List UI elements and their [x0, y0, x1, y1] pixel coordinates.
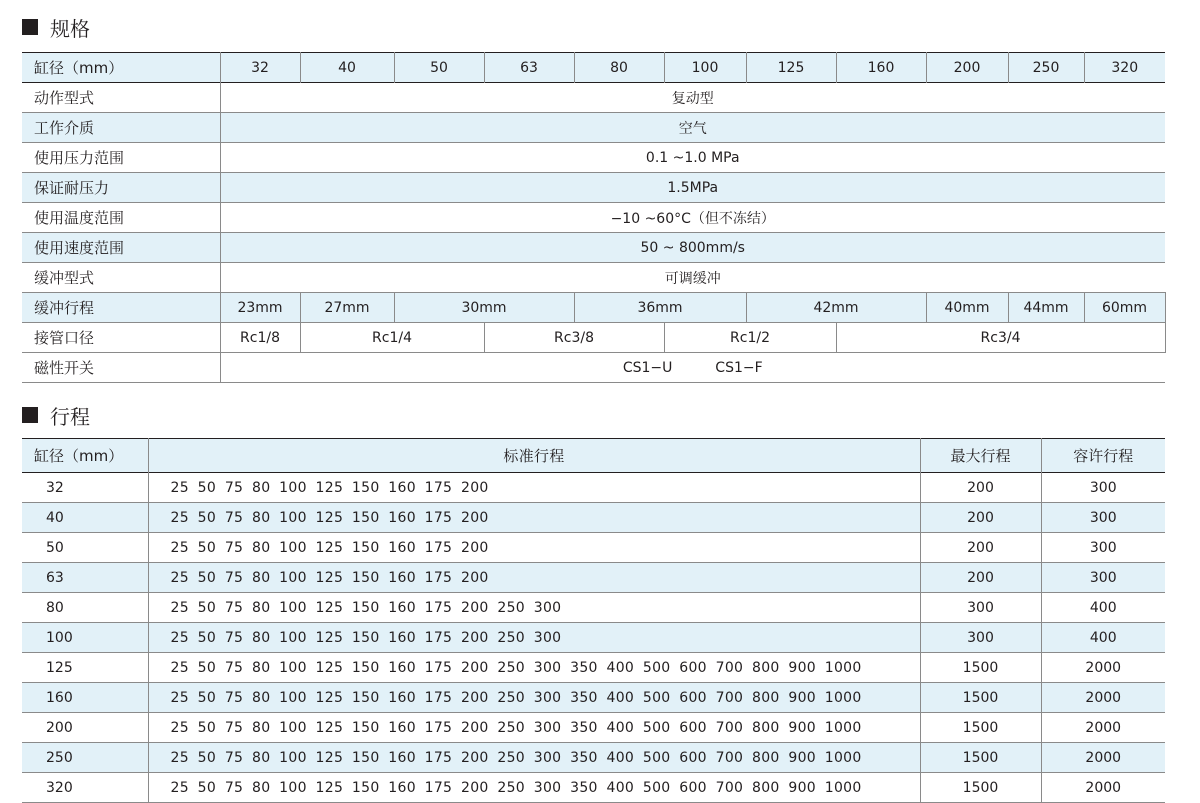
cushion-stroke-value: 27mm: [300, 293, 394, 323]
bore-value: 32: [220, 53, 300, 83]
stroke-row-standard: 25 50 75 80 100 125 150 160 175 200: [148, 473, 920, 503]
stroke-row-standard: 25 50 75 80 100 125 150 160 175 200 250 300 350 400 500 600 700 800 900 1000: [148, 683, 920, 713]
stroke-row-bore: 160: [22, 683, 148, 713]
stroke-row-bore: 50: [22, 533, 148, 563]
cushion-stroke-value: 30mm: [394, 293, 574, 323]
stroke-row-max: 1500: [920, 653, 1041, 683]
stroke-row-standard: 25 50 75 80 100 125 150 160 175 200: [148, 533, 920, 563]
spec-row-speed: [22, 233, 1165, 263]
stroke-row-bore: 40: [22, 503, 148, 533]
stroke-row-allowed: 2000: [1085, 659, 1122, 676]
stroke-row: [22, 533, 1165, 563]
stroke-row: [22, 503, 1165, 533]
stroke-row: [22, 623, 1165, 653]
spec-row-value: 0.1 ~1.0 MPa: [645, 149, 740, 166]
switch-model: CS1−U: [622, 359, 673, 376]
spec-row-cushion-type: [22, 263, 1165, 293]
stroke-row-bore: 32: [22, 473, 148, 503]
spec-row-port-size: [22, 323, 1165, 353]
spec-table: [22, 52, 1165, 383]
bore-value: 40: [300, 53, 394, 83]
port-size-value: Rc3/8: [484, 323, 664, 353]
stroke-row-max: 1500: [920, 683, 1041, 713]
bore-value: 100: [664, 53, 746, 83]
spec-row-medium: [22, 113, 1165, 143]
port-size-value: Rc1/2: [664, 323, 836, 353]
cushion-stroke-value: 36mm: [574, 293, 746, 323]
stroke-row-max: 300: [920, 593, 1041, 623]
stroke-row: [22, 773, 1165, 803]
stroke-row-max: 1500: [920, 713, 1041, 743]
stroke-row-max: 200: [920, 473, 1041, 503]
cushion-stroke-value: 60mm: [1084, 293, 1165, 323]
stroke-section-title: [22, 400, 90, 430]
spec-row-value: 可调缓冲: [664, 270, 721, 287]
stroke-row-standard: 25 50 75 80 100 125 150 160 175 200 250 300 350 400 500 600 700 800 900 1000: [148, 743, 920, 773]
spec-row-temperature: [22, 203, 1165, 233]
stroke-row-allowed: 300: [1089, 539, 1117, 556]
cushion-stroke-value: 40mm: [926, 293, 1008, 323]
max-stroke-header: 最大行程: [920, 439, 1041, 473]
stroke-row: [22, 593, 1165, 623]
bore-value: 200: [926, 53, 1008, 83]
stroke-row: [22, 713, 1165, 743]
stroke-row-max: 200: [920, 533, 1041, 563]
stroke-row-allowed: 400: [1089, 629, 1117, 646]
cushion-stroke-value: 42mm: [746, 293, 926, 323]
spec-row-label: 缓冲行程: [22, 293, 220, 323]
spec-header-row: [22, 53, 1165, 83]
stroke-row: [22, 653, 1165, 683]
stroke-row-standard: 25 50 75 80 100 125 150 160 175 200 250 300 350 400 500 600 700 800 900 1000: [148, 773, 920, 803]
stroke-row-max: 1500: [920, 743, 1041, 773]
spec-row-proof-pressure: [22, 173, 1165, 203]
spec-section-title-text: 规格: [50, 16, 90, 41]
stroke-row-allowed: 2000: [1085, 689, 1122, 706]
spec-row-label: 使用速度范围: [22, 233, 220, 263]
spec-row-cushion-stroke: [22, 293, 1165, 323]
stroke-row-standard: 25 50 75 80 100 125 150 160 175 200: [148, 563, 920, 593]
stroke-row-standard: 25 50 75 80 100 125 150 160 175 200 250 300 350 400 500 600 700 800 900 1000: [148, 713, 920, 743]
stroke-section-title-text: 行程: [50, 404, 90, 429]
stroke-row-bore: 200: [22, 713, 148, 743]
allowed-stroke-header: 容许行程: [1073, 447, 1134, 465]
stroke-row-standard: 25 50 75 80 100 125 150 160 175 200 250 300 350 400 500 600 700 800 900 1000: [148, 653, 920, 683]
bore-value: 250: [1008, 53, 1084, 83]
spec-row-label: 缓冲型式: [22, 263, 220, 293]
stroke-table: [22, 438, 1165, 803]
stroke-row-standard: 25 50 75 80 100 125 150 160 175 200: [148, 503, 920, 533]
stroke-header-row: [22, 439, 1165, 473]
stroke-row-bore: 80: [22, 593, 148, 623]
switch-model: CS1−F: [715, 359, 763, 376]
spec-row-label: 工作介质: [22, 113, 220, 143]
stroke-row-max: 1500: [920, 773, 1041, 803]
stroke-row: [22, 563, 1165, 593]
stroke-row-allowed: 300: [1089, 569, 1117, 586]
magnetic-switch-values: [220, 353, 1165, 383]
bore-value: 80: [574, 53, 664, 83]
bore-value: 160: [836, 53, 926, 83]
spec-row-value: 空气: [678, 120, 707, 137]
stroke-row-standard: 25 50 75 80 100 125 150 160 175 200 250 300: [148, 623, 920, 653]
spec-row-label: 使用温度范围: [22, 203, 220, 233]
spec-row-label: 磁性开关: [22, 353, 220, 383]
port-size-value: Rc3/4: [836, 323, 1165, 353]
bore-value: 50: [394, 53, 484, 83]
spec-row-magnetic-switch: [22, 353, 1165, 383]
spec-row-pressure-range: [22, 143, 1165, 173]
stroke-row-allowed: 300: [1089, 509, 1117, 526]
spec-row-value: −10 ~60°C（但不冻结）: [610, 210, 775, 227]
stroke-row-bore: 100: [22, 623, 148, 653]
spec-row-label: 使用压力范围: [22, 143, 220, 173]
stroke-row: [22, 473, 1165, 503]
stroke-row-allowed: 300: [1089, 479, 1117, 496]
cushion-stroke-value: 23mm: [220, 293, 300, 323]
stroke-row-max: 200: [920, 503, 1041, 533]
port-size-value: Rc1/4: [300, 323, 484, 353]
bore-value: 320: [1111, 59, 1139, 76]
stroke-row-allowed: 2000: [1085, 779, 1122, 796]
stroke-row-max: 200: [920, 563, 1041, 593]
stroke-row-max: 300: [920, 623, 1041, 653]
section-square-icon: [22, 19, 38, 35]
bore-value: 125: [746, 53, 836, 83]
bore-column-header: 缸径（mm）: [22, 439, 148, 473]
spec-section-title: [22, 12, 90, 42]
stroke-row-standard: 25 50 75 80 100 125 150 160 175 200 250 300: [148, 593, 920, 623]
port-size-value: Rc1/8: [220, 323, 300, 353]
spec-row-value: 50 ~ 800mm/s: [640, 239, 745, 256]
section-square-icon: [22, 407, 38, 423]
cushion-stroke-value: 44mm: [1008, 293, 1084, 323]
stroke-row: [22, 683, 1165, 713]
spec-row-label: 接管口径: [22, 323, 220, 353]
stroke-row-allowed: 2000: [1085, 749, 1122, 766]
bore-header-label: 缸径（mm）: [22, 53, 220, 83]
spec-row-action-type: [22, 83, 1165, 113]
bore-value: 63: [484, 53, 574, 83]
stroke-row-bore: 125: [22, 653, 148, 683]
spec-row-value: 复动型: [671, 90, 714, 107]
spec-row-label: 动作型式: [22, 83, 220, 113]
spec-row-label: 保证耐压力: [22, 173, 220, 203]
stroke-row-allowed: 2000: [1085, 719, 1122, 736]
spec-row-value: 1.5MPa: [667, 179, 719, 196]
stroke-row: [22, 743, 1165, 773]
stroke-row-bore: 63: [22, 563, 148, 593]
standard-stroke-header: 标准行程: [148, 439, 920, 473]
stroke-row-bore: 320: [22, 773, 148, 803]
stroke-row-allowed: 400: [1089, 599, 1117, 616]
stroke-row-bore: 250: [22, 743, 148, 773]
